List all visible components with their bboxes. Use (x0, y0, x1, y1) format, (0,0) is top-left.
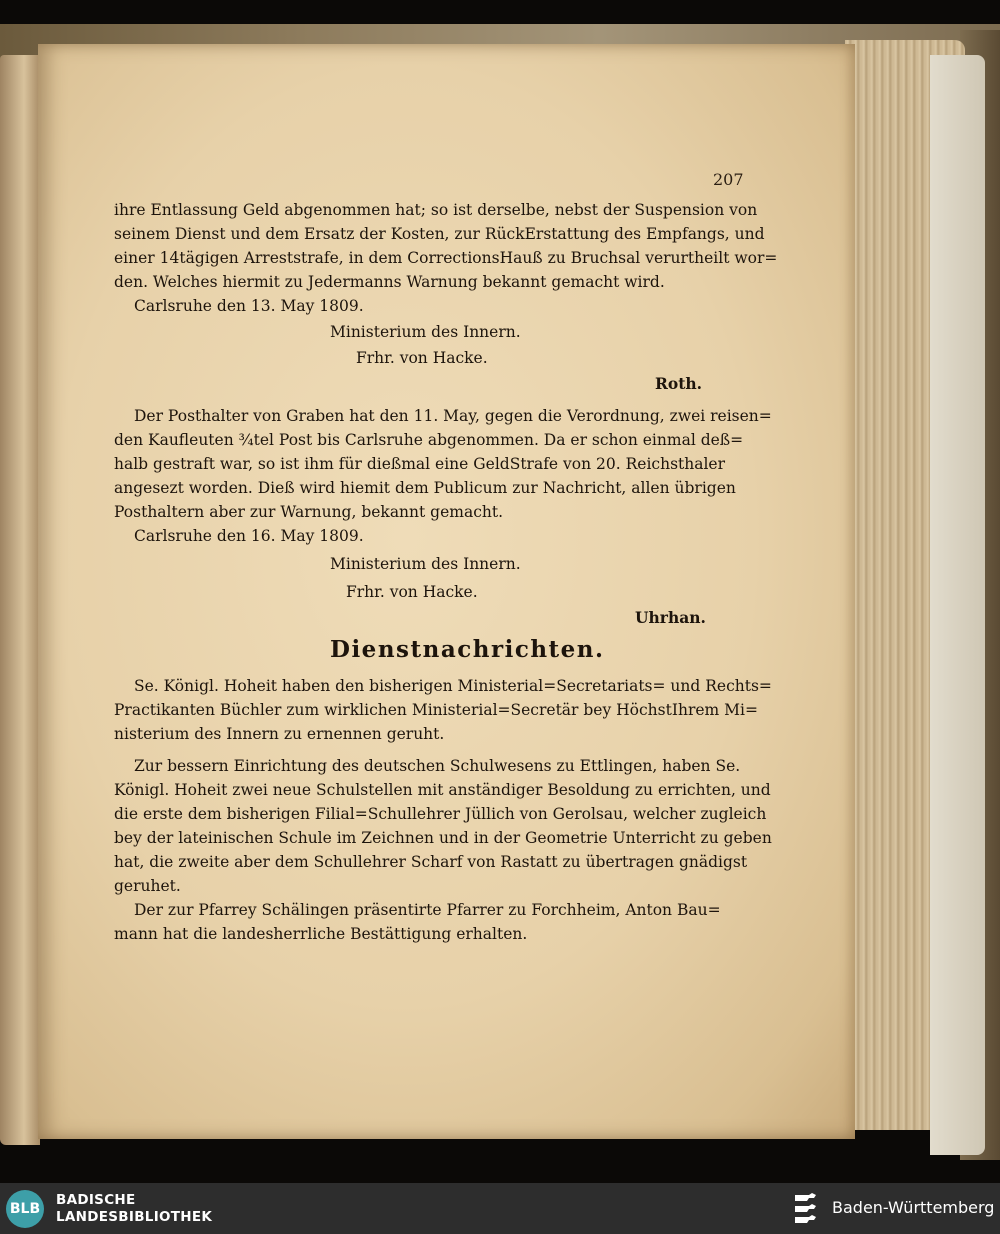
text-line: die erste dem bisherigen Filial=Schullehrer Jüllich von Gerolsau, welcher zugleich (114, 805, 767, 823)
signatory-name: Roth. (655, 374, 703, 393)
document-page (38, 44, 855, 1139)
text-line: Der zur Pfarrey Schälingen präsentirte Pfarrer zu Forchheim, Anton Bau= (134, 901, 721, 919)
library-name-line1: BADISCHE (56, 1192, 136, 1208)
text-line: geruhet. (114, 877, 181, 895)
baden-wuerttemberg-lions-icon (792, 1191, 822, 1227)
ministry-signature: Ministerium des Innern. (330, 323, 521, 341)
text-line: bey der lateinischen Schule im Zeichnen und in der Geometrie Unterricht zu geben (114, 829, 772, 847)
date-line: Carlsruhe den 13. May 1809. (134, 297, 364, 315)
state-name[interactable]: Baden-Württemberg (832, 1198, 995, 1217)
text-line: den Kaufleuten ¾tel Post bis Carlsruhe abgenommen. Da er schon einmal deß= (114, 431, 744, 449)
text-line: den. Welches hiermit zu Jedermanns Warnung bekannt gemacht wird. (114, 273, 665, 291)
section-heading: Dienstnachrichten. (330, 636, 605, 663)
text-line: mann hat die landesherrliche Bestättigung erhalten. (114, 925, 528, 943)
library-name[interactable] (56, 1192, 212, 1226)
text-line: angesezt worden. Dieß wird hiemit dem Publicum zur Nachricht, allen übrigen (114, 479, 736, 497)
footer-bar (0, 1183, 1000, 1234)
text-line: Zur bessern Einrichtung des deutschen Schulwesens zu Ettlingen, haben Se. (134, 757, 741, 775)
ministry-signature: Ministerium des Innern. (330, 555, 521, 573)
page-number: 207 (713, 170, 744, 189)
text-line: Königl. Hoheit zwei neue Schulstellen mit anständiger Besoldung zu errichten, und (114, 781, 771, 799)
text-line: nisterium des Innern zu ernennen geruht. (114, 725, 445, 743)
signatory-name: Uhrhan. (635, 608, 706, 627)
left-page-edge (0, 55, 40, 1145)
text-line: ihre Entlassung Geld abgenommen hat; so ist derselbe, nebst der Suspension von (114, 201, 758, 219)
text-line: Posthaltern aber zur Warnung, bekannt gemacht. (114, 503, 504, 521)
library-name-line2: LANDESBIBLIOTHEK (56, 1209, 213, 1225)
blb-logo[interactable]: BLB (6, 1190, 44, 1228)
text-line: einer 14tägigen Arreststrafe, in dem CorrectionsHauß zu Bruchsal verurtheilt wor= (114, 249, 778, 267)
date-line: Carlsruhe den 16. May 1809. (134, 527, 364, 545)
text-line: Practikanten Büchler zum wirklichen Ministerial=Secretär bey HöchstIhrem Mi= (114, 701, 758, 719)
text-line: hat, die zweite aber dem Schullehrer Scharf von Rastatt zu übertragen gnädigst (114, 853, 748, 871)
loose-sheet (930, 55, 985, 1155)
signatory-name: Frhr. von Hacke. (356, 349, 488, 367)
text-line: halb gestraft war, so ist ihm für dießmal eine GeldStrafe von 20. Reichsthaler (114, 455, 726, 473)
signatory-name: Frhr. von Hacke. (346, 583, 478, 601)
text-line: seinem Dienst und dem Ersatz der Kosten, zur RückErstattung des Empfangs, und (114, 225, 765, 243)
text-line: Der Posthalter von Graben hat den 11. May, gegen die Verordnung, zwei reisen= (134, 407, 772, 425)
text-line: Se. Königl. Hoheit haben den bisherigen Ministerial=Secretariats= und Rechts= (134, 677, 772, 695)
